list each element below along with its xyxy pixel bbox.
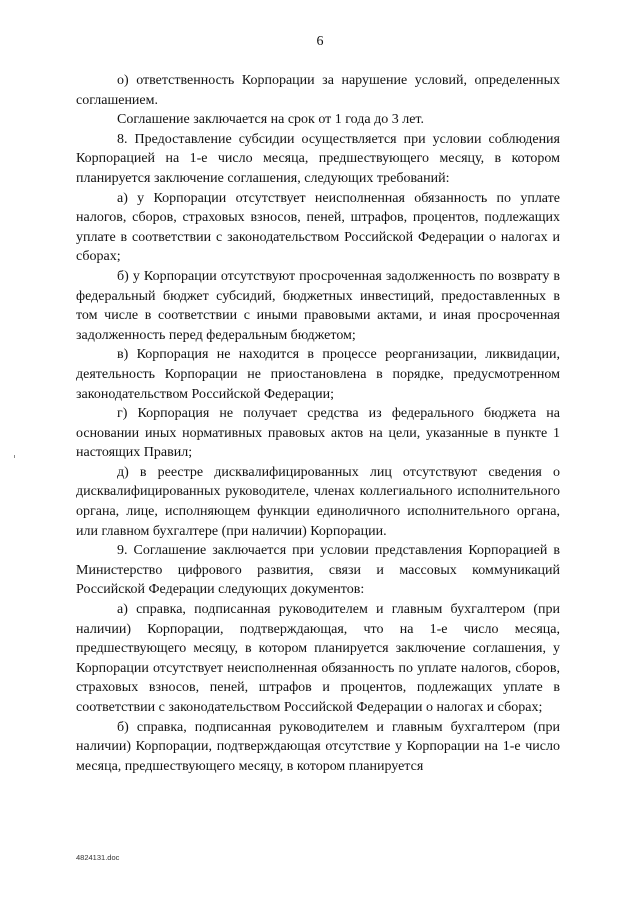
paragraph-clause-9: 9. Соглашение заключается при условии представления Корпорацией в Министерство цифрового развития, связи и массовых коммуникаций Российской Федерации следующих документов: [76, 543, 560, 598]
paragraph-clause-9-b: б) справка, подписанная руководителем и главным бухгалтером (при наличии) Корпорации, подтверждающая отсутствие у Корпорации на 1-е число месяца, предшествующего месяцу, в котором планируется [76, 719, 560, 774]
paragraph-clause-8-b: б) у Корпорации отсутствуют просроченная задолженность по возврату в федеральный бюджет субсидий, бюджетных инвестиций, предоставленных в том числе в соответствии с иными правовыми актами, и иная просроченная задолженность перед федеральным бюджетом; [76, 268, 560, 343]
paragraph-clause-8: 8. Предоставление субсидии осуществляется при условии соблюдения Корпорацией на 1-е число месяца, предшествующего месяцу, в котором планируется заключение соглашения, следующих требований: [76, 131, 560, 186]
page-number: 6 [316, 34, 324, 49]
paragraph-clause-9-a: а) справка, подписанная руководителем и главным бухгалтером (при наличии) Корпорации, подтверждающая, что на 1-е число месяца, предшествующего месяцу, в котором планируется заключение соглашения, у Корпорации отсутствует неисполненная обязанность по уплате налогов, сборов, страховых взносов, пеней, штрафов и процентов, подлежащих уплате в соответствии с законодательством Российской Федерации о налогах и сборах; [76, 602, 560, 715]
paragraph-clause-8-a: а) у Корпорации отсутствует неисполненная обязанность по уплате налогов, сборов, страховых взносов, пеней, штрафов, процентов, подлежащих уплате в соответствии с законодательством Российской Федерации о налогах и сборах; [76, 190, 560, 265]
footer-filename: 4824131.doc [76, 853, 120, 862]
margin-mark [14, 455, 15, 458]
paragraph-clause-8-v: в) Корпорация не находится в процессе реорганизации, ликвидации, деятельность Корпорации не приостановлена в порядке, предусмотренном законодательством Российской Федерации; [76, 347, 560, 402]
paragraph-item-o: о) ответственность Корпорации за нарушение условий, определенных соглашением. [76, 73, 560, 108]
paragraph-clause-8-g: г) Корпорация не получает средства из федерального бюджета на основании иных нормативных правовых актов на цели, указанные в пункте 1 настоящих Правил; [76, 406, 560, 461]
paragraph-agreement-term: Соглашение заключается на срок от 1 года до 3 лет. [117, 112, 425, 128]
document-body [76, 71, 560, 776]
paragraph-clause-8-d: д) в реестре дисквалифицированных лиц отсутствуют сведения о дисквалифицированных руководителе, членах коллегиального исполнительного органа, лице, исполняющем функции единоличного исполнительного органа, или главном бухгалтере (при наличии) Корпорации. [76, 464, 560, 539]
